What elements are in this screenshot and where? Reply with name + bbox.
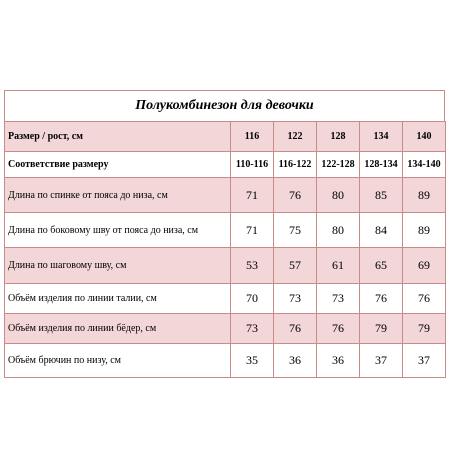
row-label: Длина по спинке от пояса до низа, см — [5, 178, 231, 213]
table-row — [5, 248, 446, 284]
size-134: 134 — [360, 122, 403, 152]
cell-value: 89 — [403, 178, 446, 213]
cell-value: 76 — [403, 284, 446, 314]
size-header-row — [5, 122, 446, 152]
cell-value: 73 — [274, 284, 317, 314]
table-row — [5, 344, 446, 378]
row-label: Длина по шаговому шву, см — [5, 248, 231, 284]
match-value: 128-134 — [360, 152, 403, 178]
size-128: 128 — [317, 122, 360, 152]
cell-value: 37 — [360, 344, 403, 378]
size-chart — [4, 90, 445, 378]
chart-title: Полукомбинезон для девочки — [4, 90, 445, 121]
match-row — [5, 152, 446, 178]
size-122: 122 — [274, 122, 317, 152]
cell-value: 76 — [274, 314, 317, 344]
match-label: Соответствие размеру — [5, 152, 231, 178]
cell-value: 53 — [231, 248, 274, 284]
size-table — [4, 121, 446, 378]
cell-value: 69 — [403, 248, 446, 284]
cell-value: 79 — [360, 314, 403, 344]
table-row — [5, 284, 446, 314]
row-label: Длина по боковому шву от пояса до низа, см — [5, 213, 231, 248]
row-label: Объём изделия по линии бёдер, см — [5, 314, 231, 344]
table-row — [5, 213, 446, 248]
cell-value: 89 — [403, 213, 446, 248]
cell-value: 73 — [231, 314, 274, 344]
row-label: Объём брючин по низу, см — [5, 344, 231, 378]
cell-value: 71 — [231, 213, 274, 248]
cell-value: 76 — [360, 284, 403, 314]
match-value: 134-140 — [403, 152, 446, 178]
cell-value: 70 — [231, 284, 274, 314]
size-header-label: Размер / рост, см — [5, 122, 231, 152]
cell-value: 75 — [274, 213, 317, 248]
match-value: 110-116 — [231, 152, 274, 178]
size-140: 140 — [403, 122, 446, 152]
cell-value: 36 — [274, 344, 317, 378]
match-value: 122-128 — [317, 152, 360, 178]
cell-value: 79 — [403, 314, 446, 344]
cell-value: 35 — [231, 344, 274, 378]
cell-value: 76 — [317, 314, 360, 344]
cell-value: 80 — [317, 178, 360, 213]
cell-value: 84 — [360, 213, 403, 248]
size-116: 116 — [231, 122, 274, 152]
cell-value: 76 — [274, 178, 317, 213]
cell-value: 71 — [231, 178, 274, 213]
table-row — [5, 178, 446, 213]
table-row — [5, 314, 446, 344]
cell-value: 65 — [360, 248, 403, 284]
cell-value: 73 — [317, 284, 360, 314]
cell-value: 80 — [317, 213, 360, 248]
cell-value: 36 — [317, 344, 360, 378]
cell-value: 57 — [274, 248, 317, 284]
row-label: Объём изделия по линии талии, см — [5, 284, 231, 314]
cell-value: 85 — [360, 178, 403, 213]
match-value: 116-122 — [274, 152, 317, 178]
cell-value: 61 — [317, 248, 360, 284]
cell-value: 37 — [403, 344, 446, 378]
